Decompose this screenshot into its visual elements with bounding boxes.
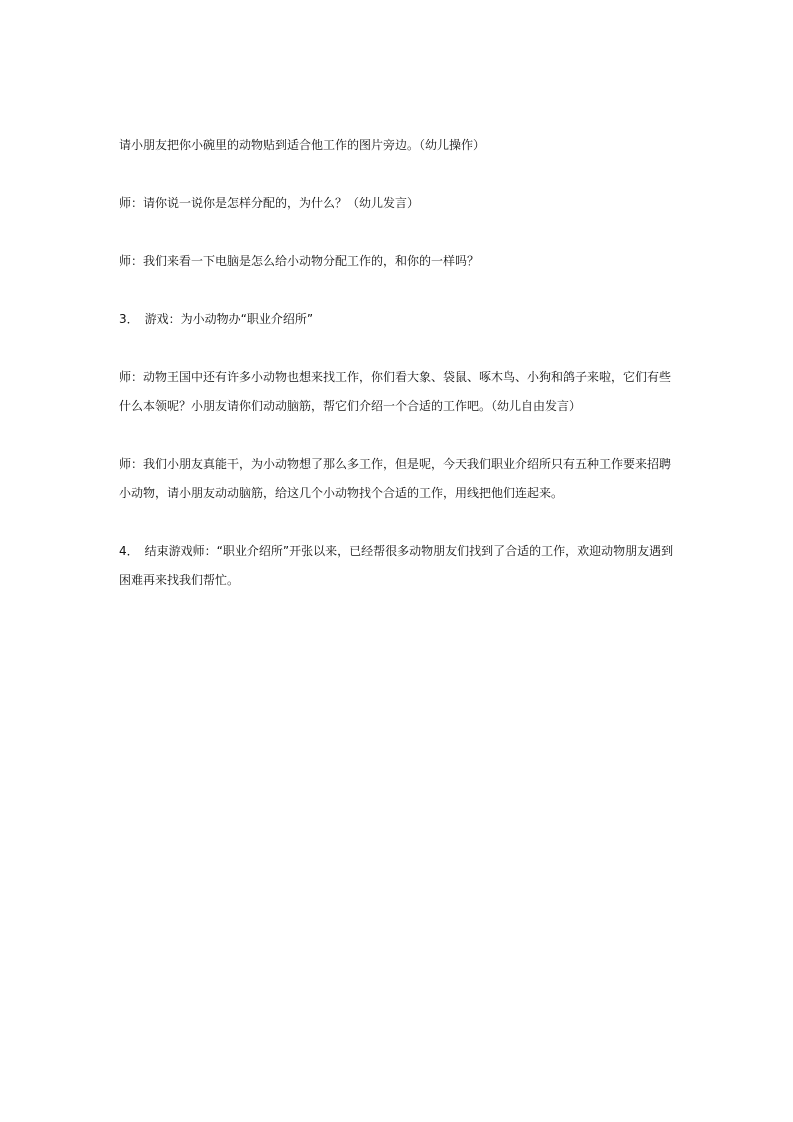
paragraph-teacher-question: 师：请你说一说你是怎样分配的，为什么？（幼儿发言） xyxy=(119,196,420,210)
paragraph-gap xyxy=(119,334,679,363)
paragraph-gap xyxy=(119,218,679,247)
paragraph-gap xyxy=(119,160,679,189)
section-heading-ending: 4． 结束游戏师：“职业介绍所”开张以来，已经帮很多动物朋友们找到了合适的工作，欢迎动物朋友遇到困难再来找我们帮忙。 xyxy=(119,544,674,587)
paragraph-gap xyxy=(119,421,679,450)
paragraph-instruction: 请小朋友把你小碗里的动物贴到适合他工作的图片旁边。（幼儿操作） xyxy=(119,138,486,152)
paragraph-computer-check: 师：我们来看一下电脑是怎么给小动物分配工作的，和你的一样吗？ xyxy=(119,254,480,268)
paragraph-gap xyxy=(119,276,679,305)
section-heading-game: 3． 游戏：为小动物办“职业介绍所” xyxy=(119,312,314,326)
paragraph-gap xyxy=(119,508,679,537)
document-body xyxy=(119,131,679,595)
paragraph-animal-kingdom: 师：动物王国中还有许多小动物也想来找工作，你们看大象、袋鼠、啄木鸟、小狗和鸽子来啦，它们有些什么本领呢？小朋友请你们动动脑筋，帮它们介绍一个合适的工作吧。（幼儿自由发言） xyxy=(119,370,672,413)
paragraph-job-matching: 师：我们小朋友真能干，为小动物想了那么多工作，但是呢，今天我们职业介绍所只有五种工作要来招聘小动物，请小朋友动动脑筋，给这几个小动物找个合适的工作，用线把他们连起来。 xyxy=(119,457,672,500)
